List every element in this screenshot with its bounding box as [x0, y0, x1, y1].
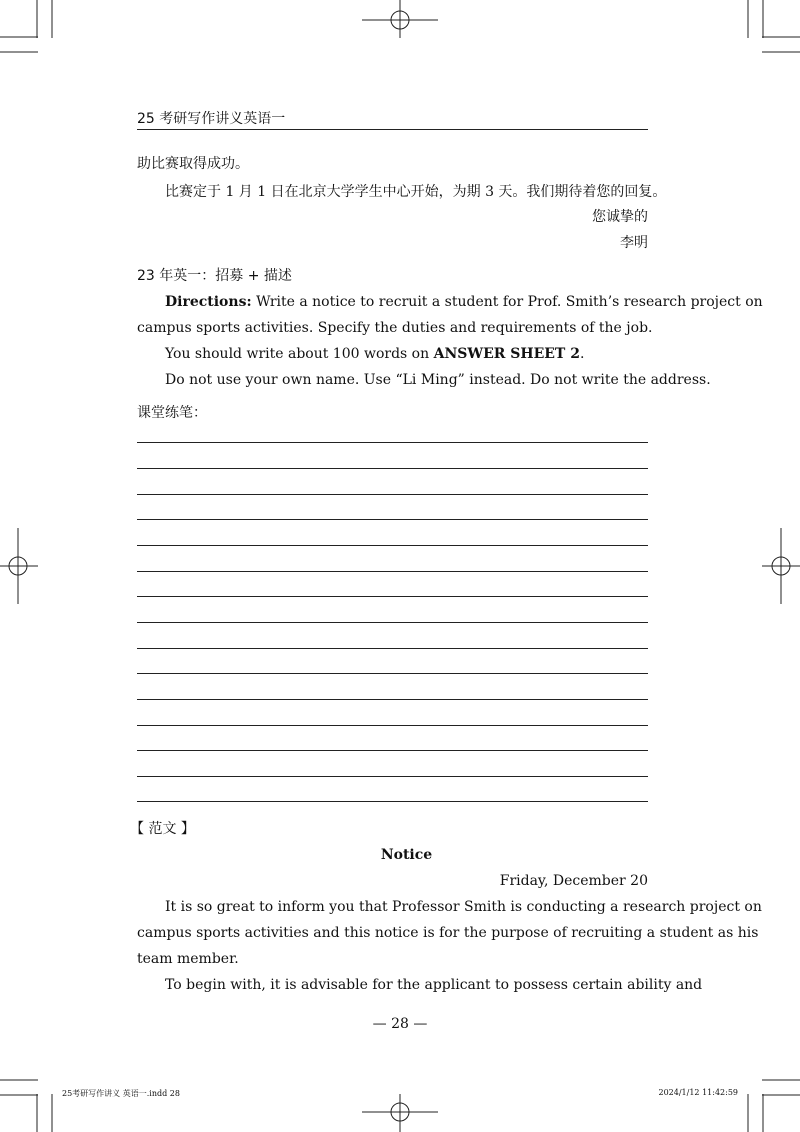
running-head-title: 25 考研写作讲义英语一: [137, 111, 286, 127]
file-slug: 25考研写作讲义 英语一.indd 28: [62, 1089, 180, 1098]
word-count-pre: You should write about 100 words on: [165, 346, 434, 362]
writing-line[interactable]: [137, 442, 648, 443]
task-heading: 23 年英一：招募 + 描述: [137, 268, 292, 284]
letter-closing: 您诚挚的: [592, 209, 648, 225]
writing-line[interactable]: [137, 750, 648, 751]
writing-line[interactable]: [137, 648, 648, 649]
writing-line[interactable]: [137, 571, 648, 572]
directions-label: Directions:: [165, 294, 252, 310]
sample-date: Friday, December 20: [499, 873, 648, 889]
print-timestamp: 2024/1/12 11:42:59: [658, 1088, 738, 1097]
letter-signature: 李明: [620, 235, 648, 251]
page-number: — 28 —: [372, 1016, 428, 1032]
name-note: Do not use your own name. Use “Li Ming” instead. Do not write the address.: [165, 372, 711, 388]
writing-line[interactable]: [137, 725, 648, 726]
letter-line-2: 比赛定于 1 月 1 日在北京大学学生中心开始，为期 3 天。我们期待着您的回复。: [165, 184, 667, 200]
writing-line[interactable]: [137, 673, 648, 674]
writing-line[interactable]: [137, 596, 648, 597]
writing-line[interactable]: [137, 545, 648, 546]
writing-line[interactable]: [137, 776, 648, 777]
writing-line[interactable]: [137, 494, 648, 495]
writing-line[interactable]: [137, 519, 648, 520]
word-count-post: .: [579, 346, 585, 362]
sample-label: 【 范文 】: [130, 821, 195, 837]
sample-p1-line-1: It is so great to inform you that Professor Smith is conducting a research project on: [165, 899, 762, 915]
header-rule: [137, 129, 648, 130]
directions-line-2: campus sports activities. Specify the duties and requirements of the job.: [137, 320, 653, 336]
sample-p2-line-1: To begin with, it is advisable for the applicant to possess certain ability and: [165, 977, 703, 993]
sample-title: Notice: [380, 847, 433, 863]
answer-sheet-label: ANSWER SHEET 2: [433, 346, 580, 362]
directions-line-1: [165, 293, 763, 311]
letter-line-1: 助比赛取得成功。: [137, 156, 249, 172]
directions-text-1: Write a notice to recruit a student for Prof. Smith’s research project on: [251, 294, 763, 310]
writing-line[interactable]: [137, 468, 648, 469]
writing-line[interactable]: [137, 699, 648, 700]
writing-line[interactable]: [137, 801, 648, 802]
sample-p1-line-2: campus sports activities and this notice is for the purpose of recruiting a student as his: [137, 925, 759, 941]
word-count-line: [165, 345, 584, 363]
sample-p1-line-3: team member.: [137, 951, 239, 967]
writing-line[interactable]: [137, 622, 648, 623]
practice-label: 课堂练笔：: [137, 405, 207, 421]
